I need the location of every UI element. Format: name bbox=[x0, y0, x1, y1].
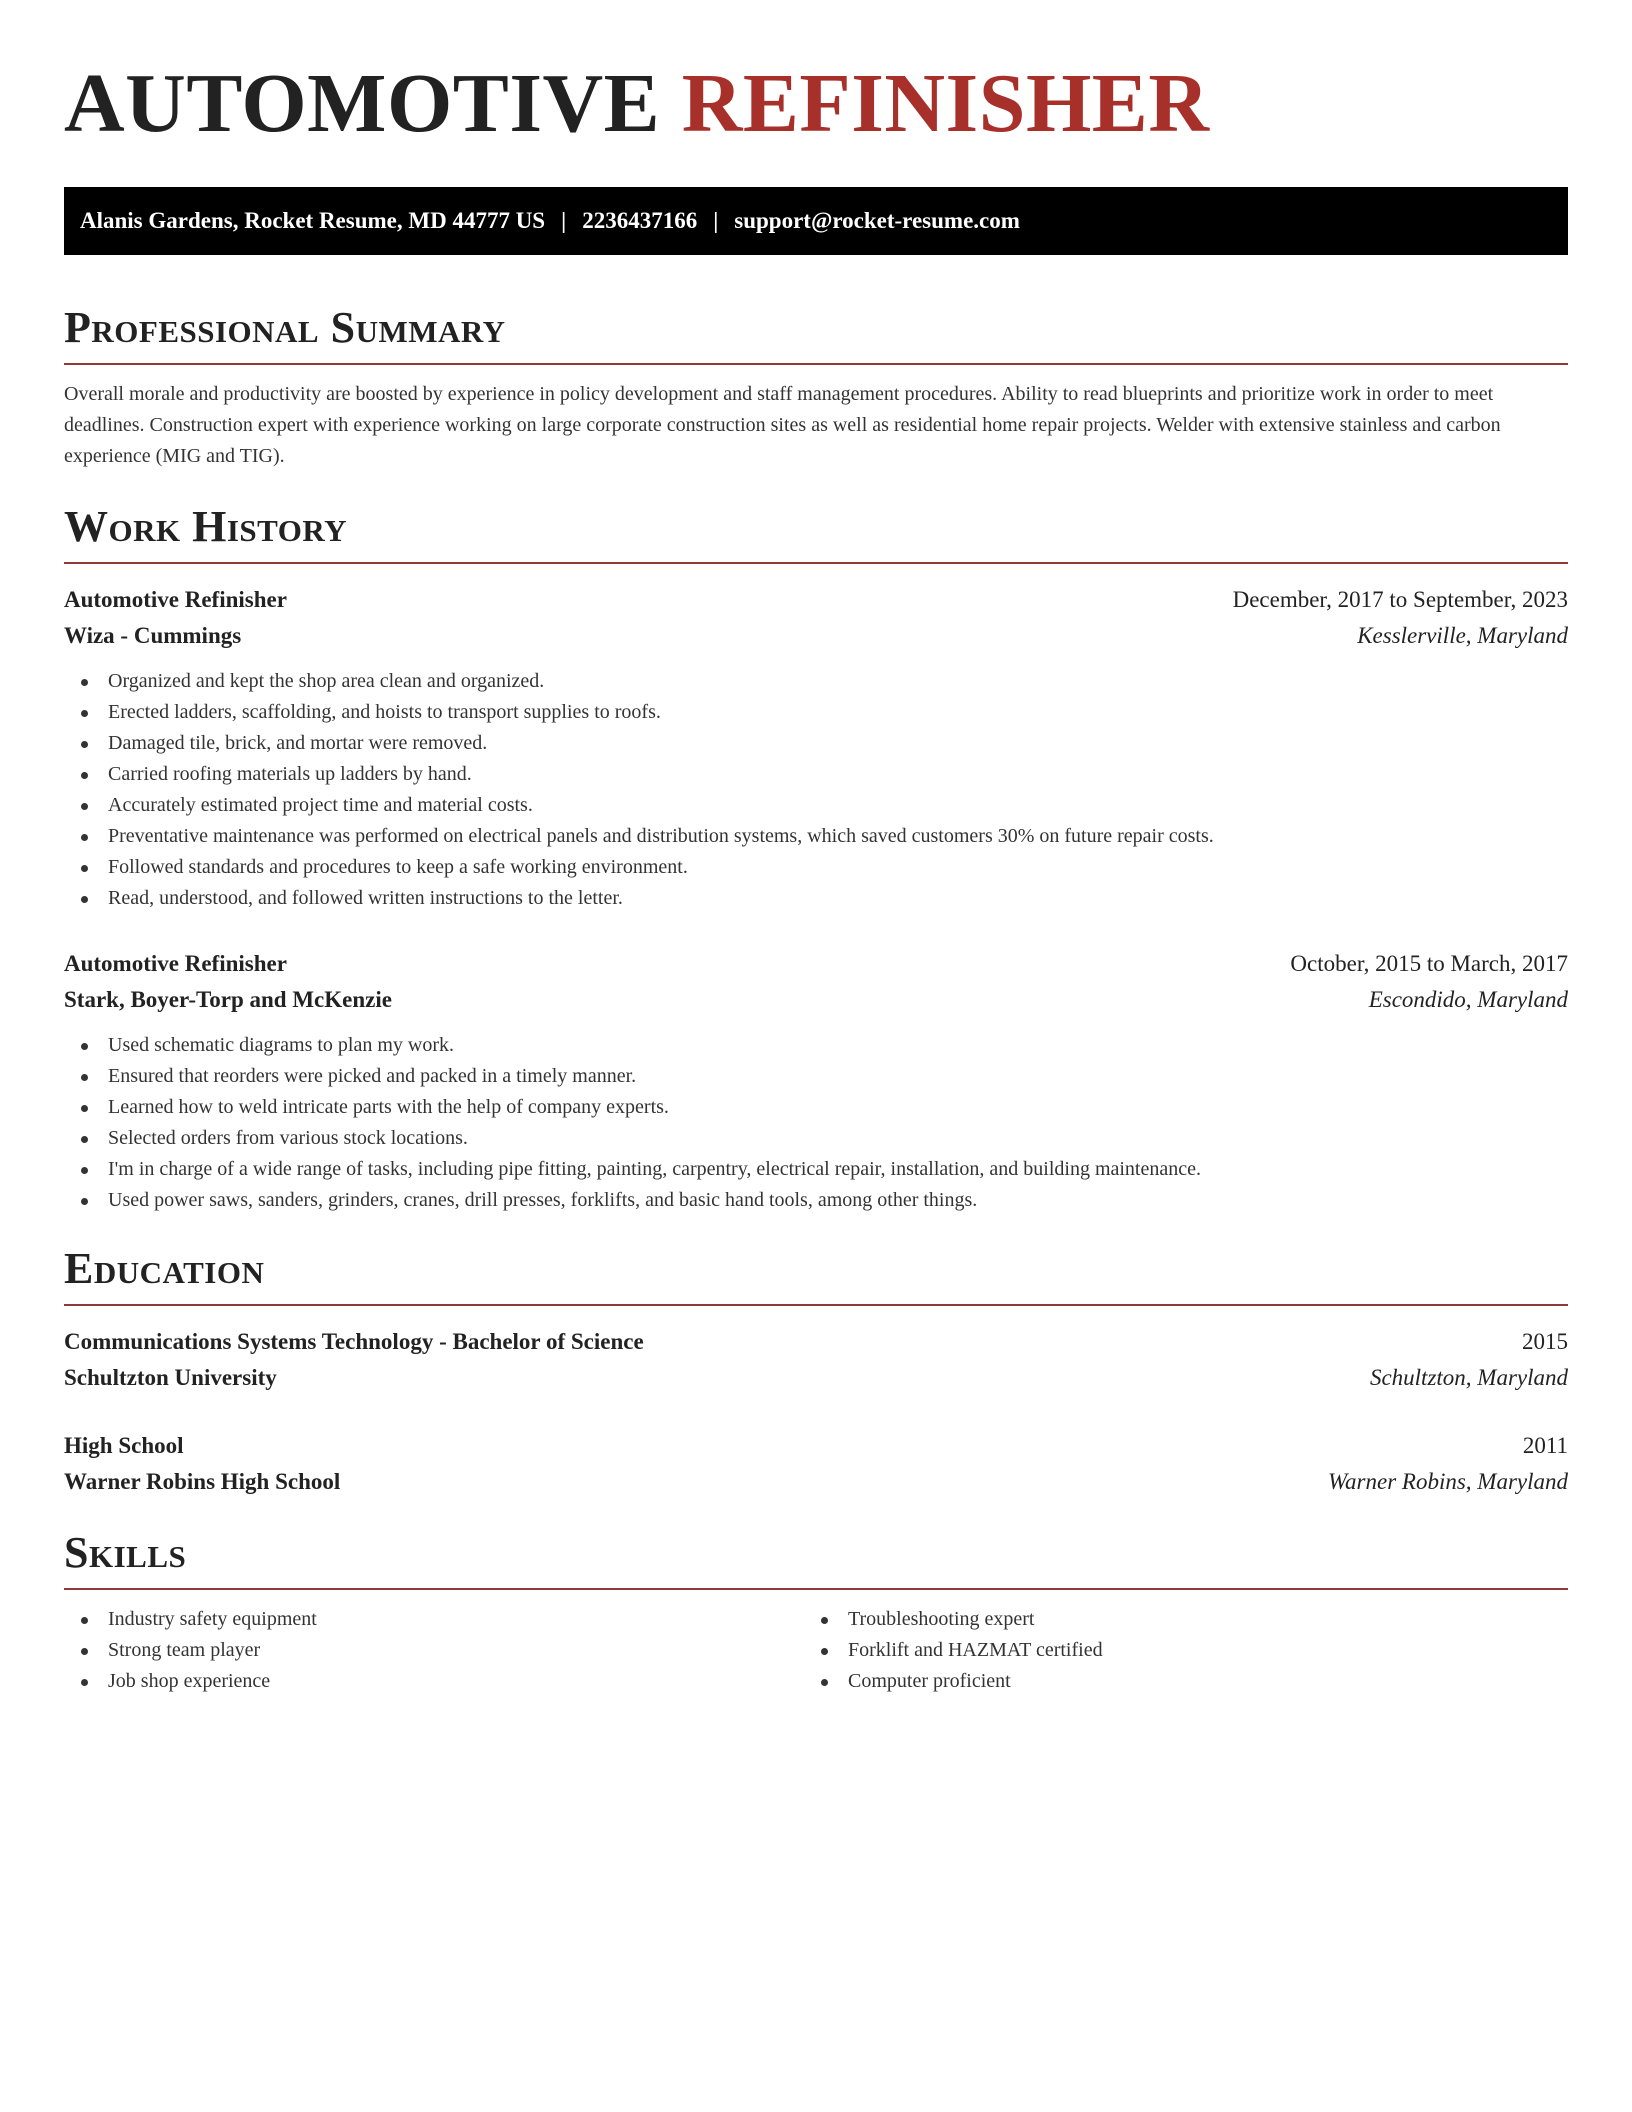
work-history-section bbox=[64, 500, 1568, 1216]
list-item: Damaged tile, brick, and mortar were removed. bbox=[64, 728, 1568, 759]
list-item: Read, understood, and followed written instructions to the letter. bbox=[64, 883, 1568, 914]
list-item: Forklift and HAZMAT certified bbox=[804, 1635, 1544, 1666]
list-item: Carried roofing materials up ladders by hand. bbox=[64, 759, 1568, 790]
title-first-word: AUTOMOTIVE bbox=[64, 57, 661, 150]
section-divider bbox=[64, 562, 1568, 564]
work-history-heading: Work History bbox=[64, 502, 348, 551]
contact-email: support@rocket-resume.com bbox=[734, 208, 1020, 233]
education-entry bbox=[64, 1324, 1568, 1396]
title-second-word: REFINISHER bbox=[681, 57, 1210, 150]
skills-column-right bbox=[804, 1604, 1544, 1697]
education-section bbox=[64, 1242, 1568, 1500]
contact-bar bbox=[64, 187, 1568, 255]
list-item: Strong team player bbox=[64, 1635, 804, 1666]
education-school: Schultzton University bbox=[64, 1365, 277, 1390]
job-duties-list bbox=[64, 666, 1568, 914]
job-title: Automotive Refinisher bbox=[64, 951, 287, 976]
job-company: Wiza - Cummings bbox=[64, 623, 242, 648]
list-item: Followed standards and procedures to keep a safe working environment. bbox=[64, 852, 1568, 883]
job-dates: October, 2015 to March, 2017 bbox=[1290, 951, 1568, 976]
list-item: I'm in charge of a wide range of tasks, including pipe fitting, painting, carpentry, electrical repair, installation, and building maintenance. bbox=[64, 1154, 1568, 1185]
list-item: Computer proficient bbox=[804, 1666, 1544, 1697]
list-item: Selected orders from various stock locations. bbox=[64, 1123, 1568, 1154]
list-item: Erected ladders, scaffolding, and hoists to transport supplies to roofs. bbox=[64, 697, 1568, 728]
skills-heading: Skills bbox=[64, 1528, 187, 1577]
summary-section bbox=[64, 301, 1568, 472]
skills-grid bbox=[64, 1604, 1568, 1697]
job-company: Stark, Boyer-Torp and McKenzie bbox=[64, 987, 392, 1012]
education-year: 2015 bbox=[1522, 1329, 1568, 1354]
skills-list bbox=[804, 1604, 1544, 1697]
skills-list bbox=[64, 1604, 804, 1697]
contact-address: Alanis Gardens, Rocket Resume, MD 44777 US bbox=[80, 208, 546, 233]
section-divider bbox=[64, 1588, 1568, 1590]
job-location: Kesslerville, Maryland bbox=[1357, 623, 1568, 648]
list-item: Troubleshooting expert bbox=[804, 1604, 1544, 1635]
list-item: Ensured that reorders were picked and packed in a timely manner. bbox=[64, 1061, 1568, 1092]
contact-separator: | bbox=[561, 208, 567, 233]
section-divider bbox=[64, 363, 1568, 365]
resume-title bbox=[64, 56, 1568, 152]
list-item: Preventative maintenance was performed on electrical panels and distribution systems, which saved customers 30% on future repair costs. bbox=[64, 821, 1568, 852]
job-entry bbox=[64, 582, 1568, 914]
job-duties-list bbox=[64, 1030, 1568, 1216]
education-school-row bbox=[64, 1360, 1568, 1396]
education-degree-row bbox=[64, 1324, 1568, 1360]
education-degree: Communications Systems Technology - Bachelor of Science bbox=[64, 1329, 644, 1354]
skills-column-left bbox=[64, 1604, 804, 1697]
job-location: Escondido, Maryland bbox=[1368, 987, 1568, 1012]
education-heading: Education bbox=[64, 1244, 265, 1293]
education-location: Schultzton, Maryland bbox=[1369, 1365, 1568, 1390]
job-entry bbox=[64, 946, 1568, 1216]
education-degree-row bbox=[64, 1428, 1568, 1464]
contact-separator: | bbox=[713, 208, 719, 233]
list-item: Used power saws, sanders, grinders, cranes, drill presses, forklifts, and basic hand tools, among other things. bbox=[64, 1185, 1568, 1216]
summary-heading: Professional Summary bbox=[64, 303, 506, 352]
skills-section bbox=[64, 1526, 1568, 1697]
summary-text: Overall morale and productivity are boosted by experience in policy development and staff management procedures. Ability to read blueprints and prioritize work in order to meet deadlines. Construction expert with experience working on large corporate construction sites as well as residential home repair projects. Welder with extensive stainless and carbon experience (MIG and TIG). bbox=[64, 383, 1501, 467]
education-year: 2011 bbox=[1522, 1433, 1568, 1458]
education-school-row bbox=[64, 1464, 1568, 1500]
job-company-row bbox=[64, 982, 1568, 1018]
list-item: Industry safety equipment bbox=[64, 1604, 804, 1635]
list-item: Accurately estimated project time and material costs. bbox=[64, 790, 1568, 821]
list-item: Learned how to weld intricate parts with the help of company experts. bbox=[64, 1092, 1568, 1123]
job-company-row bbox=[64, 618, 1568, 654]
list-item: Job shop experience bbox=[64, 1666, 804, 1697]
list-item: Used schematic diagrams to plan my work. bbox=[64, 1030, 1568, 1061]
education-entry bbox=[64, 1428, 1568, 1500]
list-item: Organized and kept the shop area clean and organized. bbox=[64, 666, 1568, 697]
job-dates: December, 2017 to September, 2023 bbox=[1232, 587, 1568, 612]
job-title: Automotive Refinisher bbox=[64, 587, 287, 612]
education-degree: High School bbox=[64, 1433, 184, 1458]
job-header-row bbox=[64, 582, 1568, 618]
education-school: Warner Robins High School bbox=[64, 1469, 341, 1494]
job-header-row bbox=[64, 946, 1568, 982]
contact-phone: 2236437166 bbox=[582, 208, 698, 233]
section-divider bbox=[64, 1304, 1568, 1306]
education-location: Warner Robins, Maryland bbox=[1327, 1469, 1568, 1494]
